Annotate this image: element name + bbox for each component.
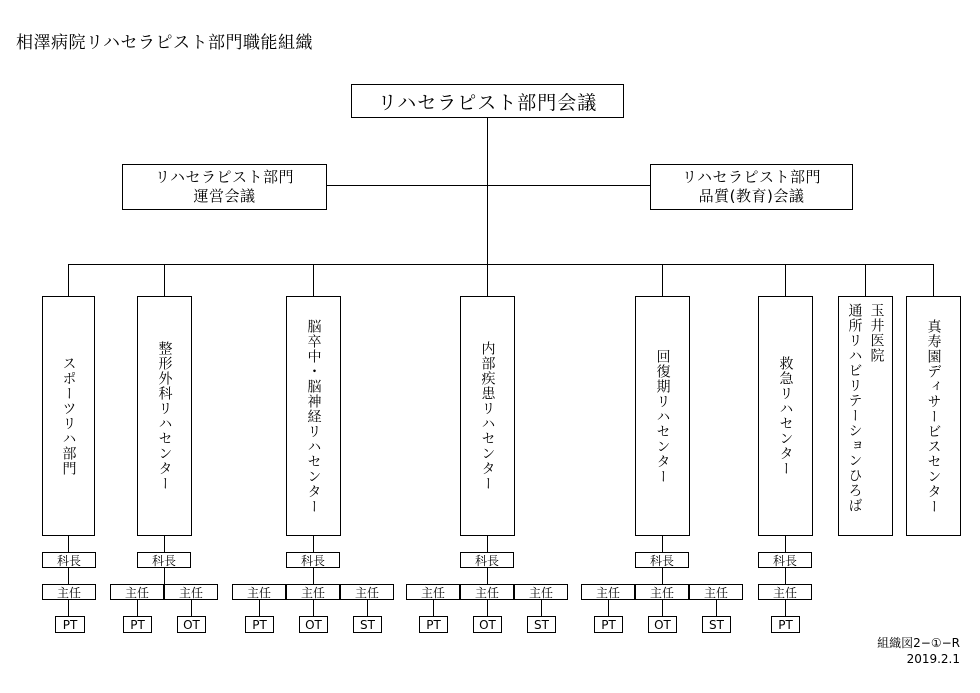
staff-box: ST [527,616,556,633]
chief-box: 科長 [460,552,514,568]
drop-line [487,264,488,296]
staff-box: OT [299,616,328,633]
leader-box: 主任 [286,584,340,600]
quality-meeting-line2: 品質(教育)会議 [698,187,805,205]
connector-line [662,536,663,552]
chief-box: 科長 [137,552,191,568]
connector-line [785,600,786,616]
document-id: 組織図2−①−R [877,636,960,650]
trunk-line [487,118,488,264]
staff-box: OT [177,616,206,633]
connector-line [487,600,488,616]
staff-box: PT [594,616,623,633]
connector-line [137,600,138,616]
tamai-clinic-service: 通所リハビリテーションひろば [846,303,863,513]
operations-meeting-line1: リハセラピスト部門 [154,168,295,186]
leader-box: 主任 [232,584,286,600]
leader-box: 主任 [340,584,394,600]
connector-line [313,536,314,552]
leader-box: 主任 [42,584,96,600]
operations-meeting-box [122,164,327,210]
department-bus-line [68,264,933,265]
leader-box: 主任 [460,584,514,600]
connector-line [541,600,542,616]
leader-box: 主任 [514,584,568,600]
drop-line [164,264,165,296]
connector-line [487,568,488,584]
dept-orthopedic-rehab: 整形外科リハセンター [137,296,192,536]
connector-line [164,568,165,584]
staff-box: PT [771,616,800,633]
quality-meeting-line1: リハセラピスト部門 [681,168,822,186]
leader-box: 主任 [110,584,164,600]
chief-box: 科長 [286,552,340,568]
tamai-clinic-name: 玉井医院 [868,303,885,363]
connector-line [313,568,314,584]
leader-box: 主任 [758,584,812,600]
leader-box: 主任 [581,584,635,600]
drop-line [785,264,786,296]
operations-meeting-line2: 運営会議 [193,187,256,205]
chief-box: 科長 [635,552,689,568]
connector-line [259,600,260,616]
connector-line [785,568,786,584]
dept-stroke-neuro-rehab: 脳卒中・脳神経リハセンター [286,296,341,536]
staff-box: OT [473,616,502,633]
staff-box: PT [55,616,85,633]
connector-line [662,568,663,584]
drop-line [865,264,866,296]
connector-line [662,600,663,616]
connector-line [68,600,69,616]
connector-line [716,600,717,616]
dept-sports-rehab: スポーツリハ部門 [42,296,95,536]
connector-line [164,536,165,552]
connector-line [313,600,314,616]
connector-line [433,600,434,616]
chief-box: 科長 [758,552,812,568]
staff-box: PT [419,616,448,633]
staff-box: PT [245,616,274,633]
document-date: 2019.2.1 [906,652,960,666]
leader-box: 主任 [406,584,460,600]
dept-recovery-rehab: 回復期リハセンター [635,296,690,536]
chart-title: 相澤病院リハセラピスト部門職能組織 [16,33,313,53]
leader-box: 主任 [164,584,218,600]
meeting-connector [326,185,650,186]
dept-shinjuen-day-service: 真寿園ディサービスセンター [906,296,961,536]
drop-line [313,264,314,296]
drop-line [68,264,69,296]
chief-box: 科長 [42,552,96,568]
dept-internal-medicine-rehab: 内部疾患リハセンター [460,296,515,536]
staff-box: PT [123,616,152,633]
drop-line [933,264,934,296]
connector-line [487,536,488,552]
connector-line [68,536,69,552]
connector-line [68,568,69,584]
leader-box: 主任 [689,584,743,600]
staff-box: ST [702,616,731,633]
connector-line [608,600,609,616]
drop-line [662,264,663,296]
connector-line [191,600,192,616]
connector-line [785,536,786,552]
staff-box: ST [353,616,382,633]
top-meeting-box: リハセラピスト部門会議 [351,84,624,118]
staff-box: OT [648,616,677,633]
dept-emergency-rehab: 救急リハセンター [758,296,813,536]
connector-line [367,600,368,616]
dept-tamai-clinic [838,296,893,536]
leader-box: 主任 [635,584,689,600]
quality-meeting-box [650,164,853,210]
